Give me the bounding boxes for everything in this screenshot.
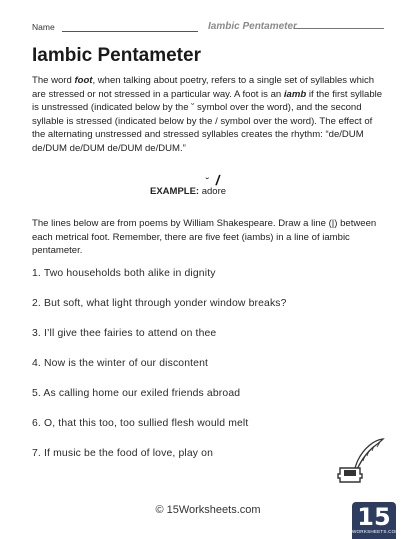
verse-line-7[interactable]: 7. If music be the food of love, play on (32, 448, 214, 459)
example (150, 172, 227, 197)
verse-line-3[interactable]: 3. I’ll give thee fairies to attend on thee (32, 328, 217, 339)
term-foot: foot (74, 75, 93, 86)
intro-text-3: if the first syllable is unstressed (indicated below by the ˘ symbol over the word), and the second syllable is stressed (indicated below by the / symbol over the word). The effect of the alternating unstressed and stressed syllables creates the rhythm: “de/DUM de/DUM de/DUM de/DUM de/DUM.” (32, 88, 383, 154)
stressed-mark: / (214, 172, 222, 188)
example-label: EXAMPLE: (150, 186, 200, 197)
footer-copyright: © 15Worksheets.com (155, 504, 261, 516)
verse-line-2[interactable]: 2. But soft, what light through yonder window breaks? (32, 298, 287, 309)
intro-text-2: , when talking about poetry, refers to a single set of syllables which are stressed or not stressed in a particular way. A foot is an (32, 75, 375, 100)
verse-line-6[interactable]: 6. O, that this too, too sullied flesh would melt (32, 418, 249, 429)
worksheets-logo (352, 502, 400, 539)
example-word: adore (201, 186, 227, 197)
unstressed-mark: ˘ (205, 177, 210, 188)
logo-subtext: WORKSHEETS.COM (352, 529, 400, 534)
page-title: Iambic Pentameter (32, 45, 201, 66)
intro-text-1: The word (32, 75, 75, 86)
quill-and-inkwell-icon (336, 436, 386, 486)
verse-line-1[interactable]: 1. Two households both alike in dignity (32, 268, 216, 279)
header-rule (294, 28, 384, 29)
instructions-paragraph: The lines below are from poems by William Shakespeare. Draw a line (|) between each metrical foot. Remember, there are five feet (iambs) in a line of iambic pentameter. (32, 218, 377, 256)
name-label: Name (32, 22, 55, 32)
header-worksheet-title: Iambic Pentameter (208, 21, 297, 32)
logo-number: 15 (357, 503, 391, 531)
example-word-wrap (201, 172, 227, 197)
term-iamb: iamb (283, 88, 307, 100)
name-blank-line[interactable] (62, 31, 198, 32)
verse-line-5[interactable]: 5. As calling home our exiled friends abroad (32, 388, 241, 399)
worksheet-header (32, 22, 384, 36)
verse-line-4[interactable]: 4. Now is the winter of our discontent (32, 358, 209, 369)
intro-paragraph (32, 74, 388, 155)
